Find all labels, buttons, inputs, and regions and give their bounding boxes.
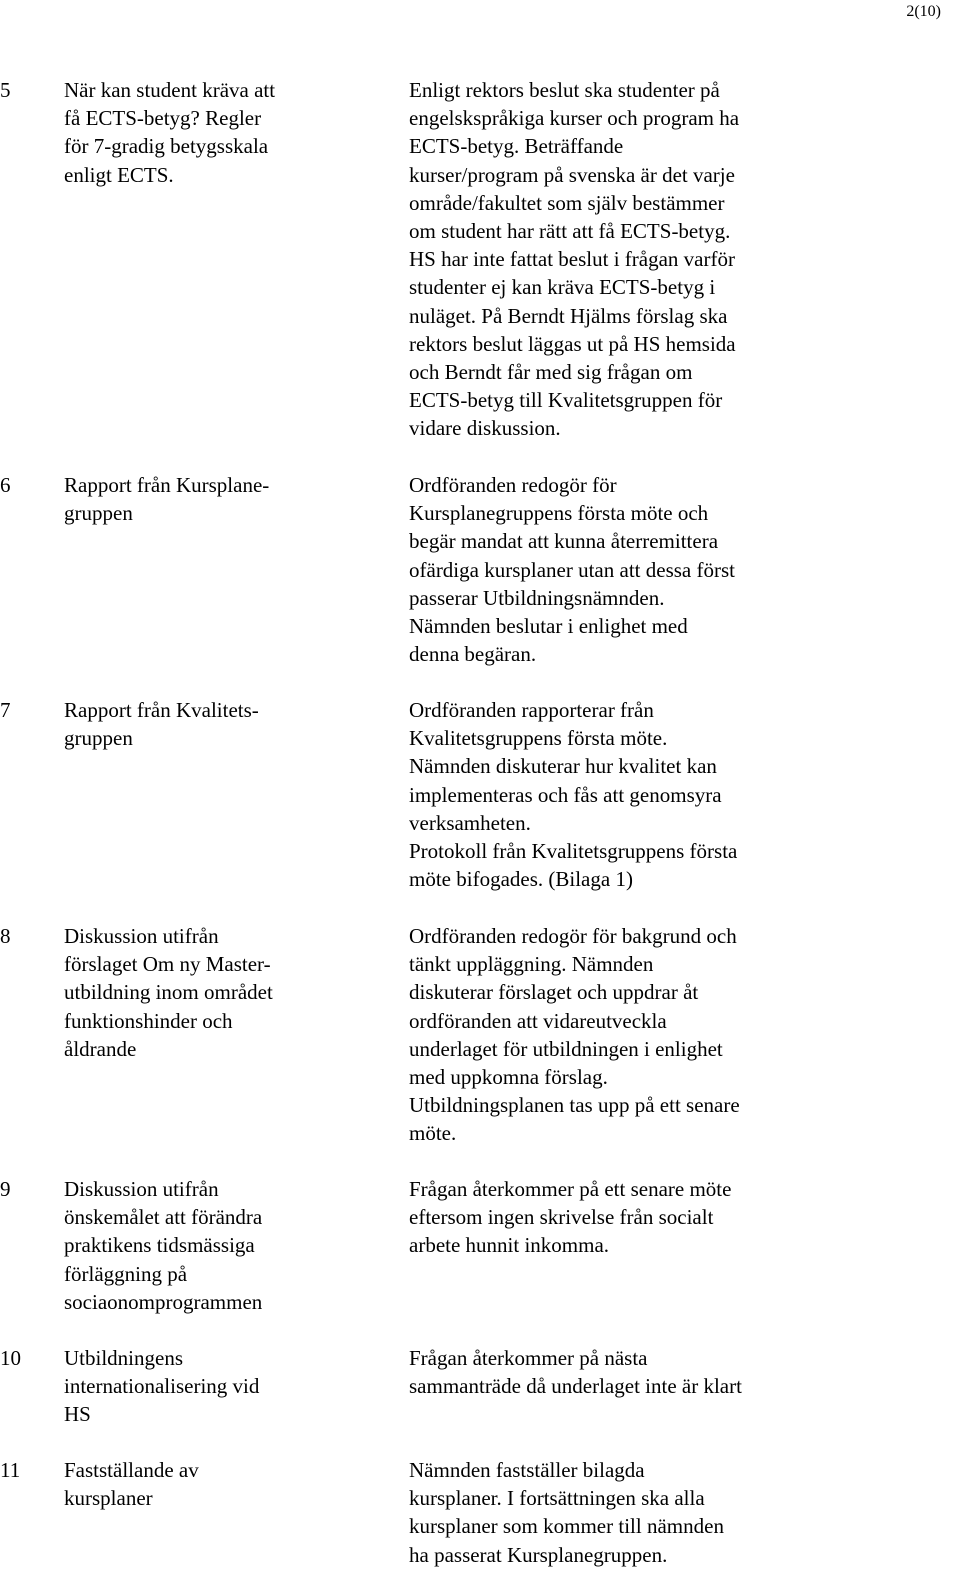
- agenda-item-number: 9: [0, 1177, 11, 1201]
- agenda-item-body: Frågan återkommer på nästa sammanträde då underlaget inte är klart: [409, 1346, 742, 1399]
- agenda-item-number: 11: [0, 1458, 21, 1482]
- agenda-item-title: När kan student kräva att få ECTS-betyg? Regler för 7-gradig betygsskala enligt ECTS.: [64, 78, 276, 187]
- agenda-item-title: Diskussion utifrån önskemålet att förändra praktikens tidsmässiga förläggning på sociaonomprogrammen: [64, 1177, 263, 1314]
- agenda-item-number: 7: [0, 698, 11, 722]
- agenda-item-body: Ordföranden redogör för bakgrund och tänkt uppläggning. Nämnden diskuterar förslaget och uppdrar åt ordföranden att vidareutveckla underlaget för utbildningen i enlighet med uppkomna förslag. Utbildningsplanen tas upp på ett senare möte.: [409, 924, 740, 1146]
- agenda-item-body: Ordföranden rapporterar från Kvalitetsgruppens första möte. Nämnden diskuterar hur kvalitet kan implementeras och fås att genomsyra verksamheten. Protokoll från Kvalitetsgruppens första möte bifogades. (Bilaga 1): [409, 698, 738, 892]
- agenda-item-title: Rapport från Kvalitets- gruppen: [64, 698, 259, 751]
- agenda-item-number: 6: [0, 473, 11, 497]
- agenda-item-title: Utbildningens internationalisering vid HS: [64, 1346, 260, 1427]
- agenda-item-title: Rapport från Kursplane- gruppen: [64, 473, 270, 526]
- agenda-item-body: Ordföranden redogör för Kursplanegruppens första möte och begär mandat att kunna återremittera ofärdiga kursplaner utan att dessa först passerar Utbildningsnämnden. Nämnden beslutar i enlighet med denna begäran.: [409, 473, 735, 667]
- agenda-item-number: 10: [0, 1346, 21, 1370]
- agenda-item-title: Fastställande av kursplaner: [64, 1458, 199, 1511]
- agenda-item-body: Frågan återkommer på ett senare möte eftersom ingen skrivelse från socialt arbete hunnit inkomma.: [409, 1177, 732, 1258]
- agenda-item-body: Enligt rektors beslut ska studenter på engelskspråkiga kurser och program ha ECTS-betyg. Beträffande kurser/program på svenska är det varje område/fakultet som själv bestämmer om student har rätt att få ECTS-betyg. HS har inte fattat beslut i frågan varför studenter ej kan kräva ECTS-betyg i nuläget. På Berndt Hjälms förslag ska rektors beslut läggas ut på HS hemsida och Berndt får med sig frågan om ECTS-betyg till Kvalitetsgruppen för vidare diskussion.: [409, 78, 740, 441]
- agenda-item-number: 5: [0, 78, 11, 102]
- agenda-item-number: 8: [0, 924, 11, 948]
- agenda-item-body: Nämnden fastställer bilagda kursplaner. I fortsättningen ska alla kursplaner som kommer till nämnden ha passerat Kursplanegruppen.: [409, 1458, 724, 1567]
- agenda-item-title: Diskussion utifrån förslaget Om ny Master- utbildning inom området funktionshinder och åldrande: [64, 924, 273, 1061]
- page-number: 2(10): [906, 3, 941, 20]
